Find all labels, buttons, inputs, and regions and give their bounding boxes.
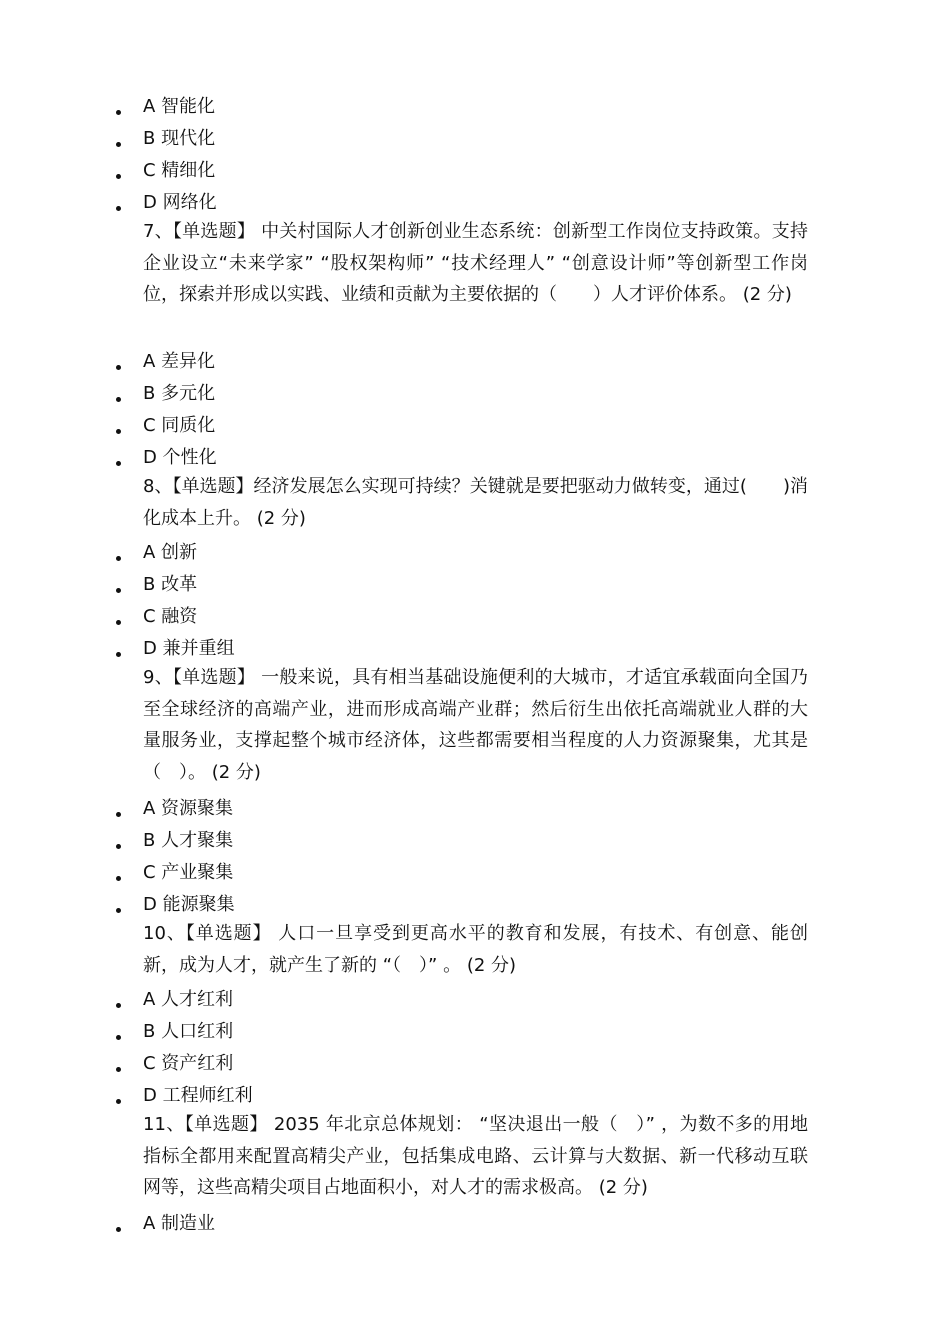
- option-item[interactable]: A 资源聚集: [0, 793, 950, 825]
- bullet-icon: [116, 556, 121, 561]
- option-item[interactable]: A 智能化: [0, 91, 950, 123]
- bullet-icon: [116, 588, 121, 593]
- question-text: 9、【单选题】 一般来说，具有相当基础设施便利的大城市，才适宜承载面向全国乃至全球经济的高端产业，进而形成高端产业群；然后衍生出依托高端就业人群的大量服务业，支撑起整个城市经济体，这些都需要相当程度的人力资源聚集，尤其是（ ）。 (2 分): [143, 667, 808, 783]
- option-item[interactable]: A 人才红利: [0, 984, 950, 1016]
- question-text: 7、【单选题】 中关村国际人才创新创业生态系统：创新型工作岗位支持政策。支持企业设立“未来学家” “股权架构师” “技术经理人” “创意设计师”等创新型工作岗位，探索并形成以实践、业绩和贡献为主要依据的（ ）人才评价体系。 (2 分): [143, 221, 808, 306]
- option-item[interactable]: D 网络化: [0, 187, 950, 219]
- bullet-icon: [116, 206, 121, 211]
- question-7-options: [0, 346, 950, 474]
- option-item[interactable]: C 资产红利: [0, 1048, 950, 1080]
- option-item[interactable]: A 差异化: [0, 346, 950, 378]
- bullet-icon: [116, 1099, 121, 1104]
- option-item[interactable]: D 工程师红利: [0, 1080, 950, 1112]
- question-7: [0, 216, 950, 311]
- bullet-icon: [116, 812, 121, 817]
- question-text: 10、【单选题】 人口一旦享受到更高水平的教育和发展，有技术、有创意、能创新，成为人才，就产生了新的 “（ ）” 。 (2 分): [143, 923, 808, 976]
- question-10-options: [0, 984, 950, 1112]
- question-11-options: [0, 1208, 950, 1240]
- question-8: [0, 471, 950, 534]
- bullet-icon: [116, 1035, 121, 1040]
- bullet-icon: [116, 461, 121, 466]
- question-9-options: [0, 793, 950, 921]
- option-item[interactable]: B 改革: [0, 569, 950, 601]
- bullet-icon: [116, 174, 121, 179]
- option-item[interactable]: A 创新: [0, 537, 950, 569]
- bullet-icon: [116, 652, 121, 657]
- bullet-icon: [116, 620, 121, 625]
- option-item[interactable]: C 同质化: [0, 410, 950, 442]
- option-item[interactable]: C 融资: [0, 601, 950, 633]
- option-item[interactable]: D 能源聚集: [0, 889, 950, 921]
- bullet-icon: [116, 1003, 121, 1008]
- bullet-icon: [116, 1227, 121, 1232]
- bullet-icon: [116, 429, 121, 434]
- bullet-icon: [116, 876, 121, 881]
- option-item[interactable]: C 产业聚集: [0, 857, 950, 889]
- option-item[interactable]: B 现代化: [0, 123, 950, 155]
- question-10: [0, 918, 950, 981]
- option-item[interactable]: A 制造业: [0, 1208, 950, 1240]
- question-9: [0, 662, 950, 788]
- question-6-options: [0, 91, 950, 219]
- bullet-icon: [116, 397, 121, 402]
- option-item[interactable]: D 兼并重组: [0, 633, 950, 665]
- bullet-icon: [116, 110, 121, 115]
- question-text: 11、【单选题】 2035 年北京总体规划： “坚决退出一般（ ）” ，为数不多的用地指标全都用来配置高精尖产业，包括集成电路、云计算与大数据、新一代移动互联网等，这些高精尖项目占地面积小，对人才的需求极高。 (2 分): [143, 1114, 808, 1199]
- question-8-options: [0, 537, 950, 665]
- bullet-icon: [116, 908, 121, 913]
- bullet-icon: [116, 844, 121, 849]
- option-item[interactable]: B 多元化: [0, 378, 950, 410]
- question-text: 8、【单选题】经济发展怎么实现可持续？关键就是要把驱动力做转变，通过( )消化成本上升。 (2 分): [143, 476, 808, 529]
- option-item[interactable]: B 人口红利: [0, 1016, 950, 1048]
- option-item[interactable]: C 精细化: [0, 155, 950, 187]
- bullet-icon: [116, 365, 121, 370]
- option-item[interactable]: D 个性化: [0, 442, 950, 474]
- bullet-icon: [116, 142, 121, 147]
- option-item[interactable]: B 人才聚集: [0, 825, 950, 857]
- question-11: [0, 1109, 950, 1204]
- bullet-icon: [116, 1067, 121, 1072]
